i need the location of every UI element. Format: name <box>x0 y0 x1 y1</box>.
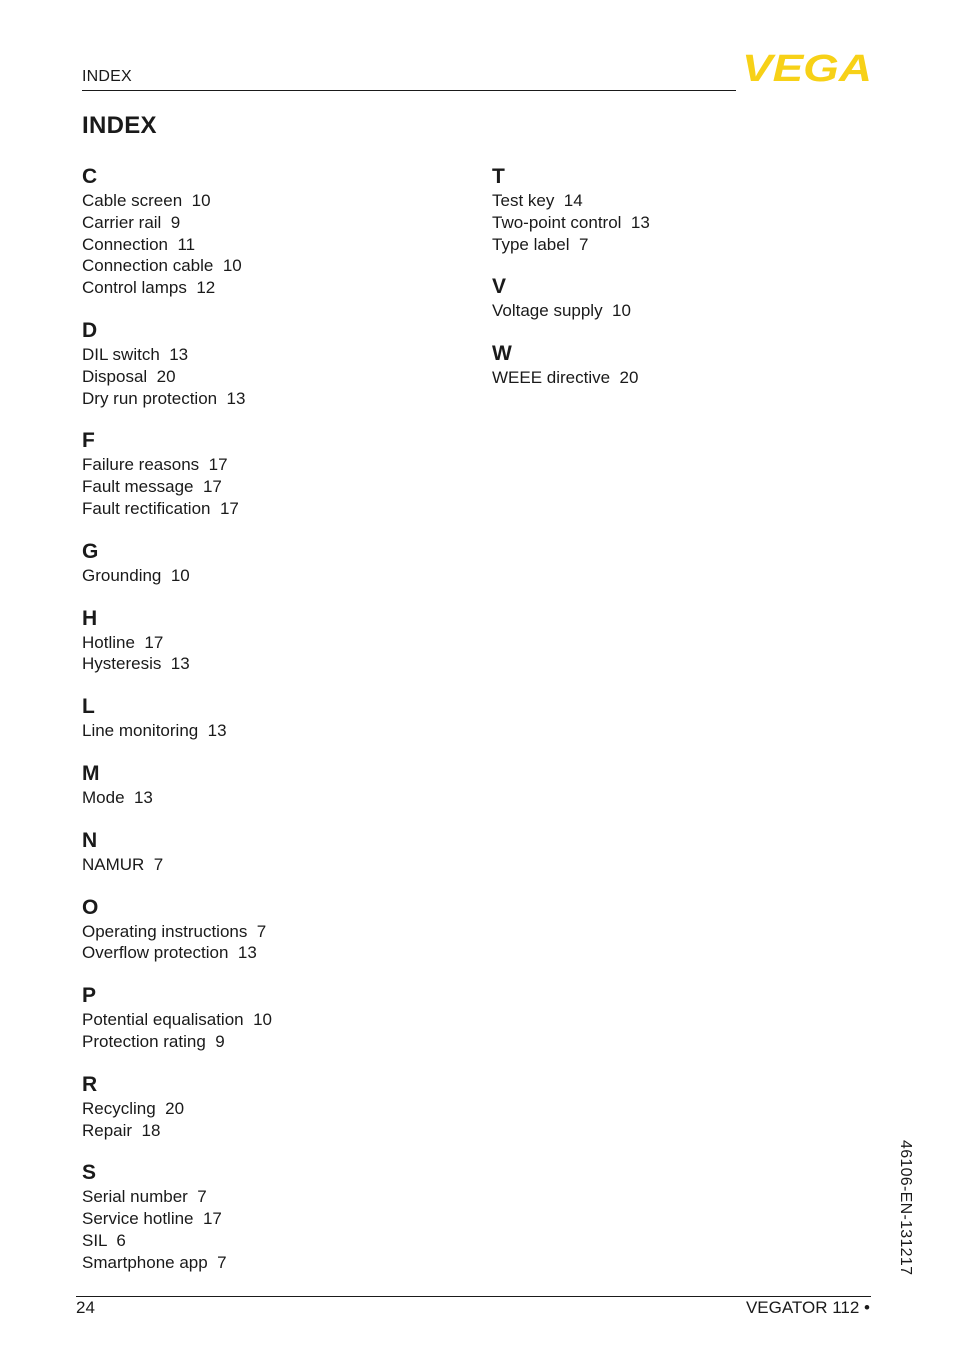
index-entry: NAMUR 7 <box>82 854 164 874</box>
index-entry: Line monitoring 13 <box>82 721 227 741</box>
index-group <box>82 694 462 742</box>
index-entry: Mode 13 <box>82 787 153 807</box>
index-column-left <box>82 164 462 1293</box>
index-entry: Smartphone app 7 <box>82 1252 227 1272</box>
index-entry: Operating instructions 7 <box>82 921 267 941</box>
footer-rule <box>76 1296 871 1297</box>
index-group <box>82 428 462 519</box>
index-entry: Recycling 20 <box>82 1098 185 1118</box>
index-group <box>492 274 872 322</box>
index-entry: Fault message 17 <box>82 477 222 497</box>
index-group <box>492 341 872 389</box>
index-entry: Carrier rail 9 <box>82 212 181 232</box>
index-entry: SIL 6 <box>82 1230 126 1250</box>
index-entry: WEEE directive 20 <box>492 368 639 388</box>
index-group <box>82 539 462 587</box>
index-entry: Cable screen 10 <box>82 191 211 210</box>
index-letter: D <box>82 318 98 342</box>
header-rule <box>82 90 736 91</box>
product-name: VEGATOR 112 • <box>745 1298 870 1317</box>
index-letter: L <box>82 695 95 719</box>
index-entry: Protection rating 9 <box>82 1031 225 1051</box>
document-code: 46106-EN-131217 <box>897 1140 914 1276</box>
index-entry: Serial number 7 <box>82 1187 207 1207</box>
index-column-right <box>492 164 872 408</box>
index-letter: V <box>492 275 507 299</box>
vega-logo <box>742 50 872 84</box>
index-entry: Test key 14 <box>492 191 583 210</box>
index-letter: T <box>492 165 505 188</box>
index-letter: C <box>82 165 98 188</box>
index-entry: DIL switch 13 <box>82 344 189 364</box>
index-letter: N <box>82 828 98 852</box>
index-entry: Voltage supply 10 <box>492 301 631 321</box>
page-number: 24 <box>76 1298 95 1317</box>
index-entry: Service hotline 17 <box>82 1209 222 1229</box>
index-entry: Connection cable 10 <box>82 256 242 276</box>
index-entry: Overflow protection 13 <box>82 943 257 963</box>
index-entry: Dry run protection 13 <box>82 388 246 408</box>
index-group <box>492 164 872 255</box>
index-group <box>82 606 462 676</box>
index-entry: Fault rectification 17 <box>82 498 239 518</box>
index-entry: Control lamps 12 <box>82 278 216 298</box>
index-group <box>82 1072 462 1142</box>
running-header-title: INDEX <box>82 68 132 85</box>
index-group <box>82 164 462 299</box>
index-entry: Repair 18 <box>82 1120 161 1140</box>
index-letter: W <box>492 342 512 366</box>
vega-logo-text: VEGA <box>742 50 872 84</box>
index-group <box>82 983 462 1053</box>
index-entry: Failure reasons 17 <box>82 455 228 475</box>
index-group <box>82 761 462 809</box>
index-letter: G <box>82 539 99 563</box>
index-entry: Two-point control 13 <box>492 212 650 232</box>
index-letter: O <box>82 895 99 919</box>
index-entry: Connection 11 <box>82 234 196 254</box>
index-group <box>82 1160 462 1273</box>
index-entry: Hotline 17 <box>82 632 164 652</box>
index-entry: Potential equalisation 10 <box>82 1010 272 1030</box>
page-title: INDEX <box>82 112 157 139</box>
index-entry: Grounding 10 <box>82 565 190 585</box>
index-group <box>82 828 462 876</box>
index-letter: R <box>82 1072 98 1096</box>
index-letter: P <box>82 984 97 1008</box>
index-letter: S <box>82 1161 97 1185</box>
index-group <box>82 895 462 965</box>
index-letter: F <box>82 429 95 453</box>
index-entry: Disposal 20 <box>82 366 176 386</box>
index-entry: Type label 7 <box>492 234 589 254</box>
index-letter: M <box>82 761 100 785</box>
index-letter: H <box>82 606 98 630</box>
index-group <box>82 318 462 409</box>
index-entry: Hysteresis 13 <box>82 654 190 674</box>
